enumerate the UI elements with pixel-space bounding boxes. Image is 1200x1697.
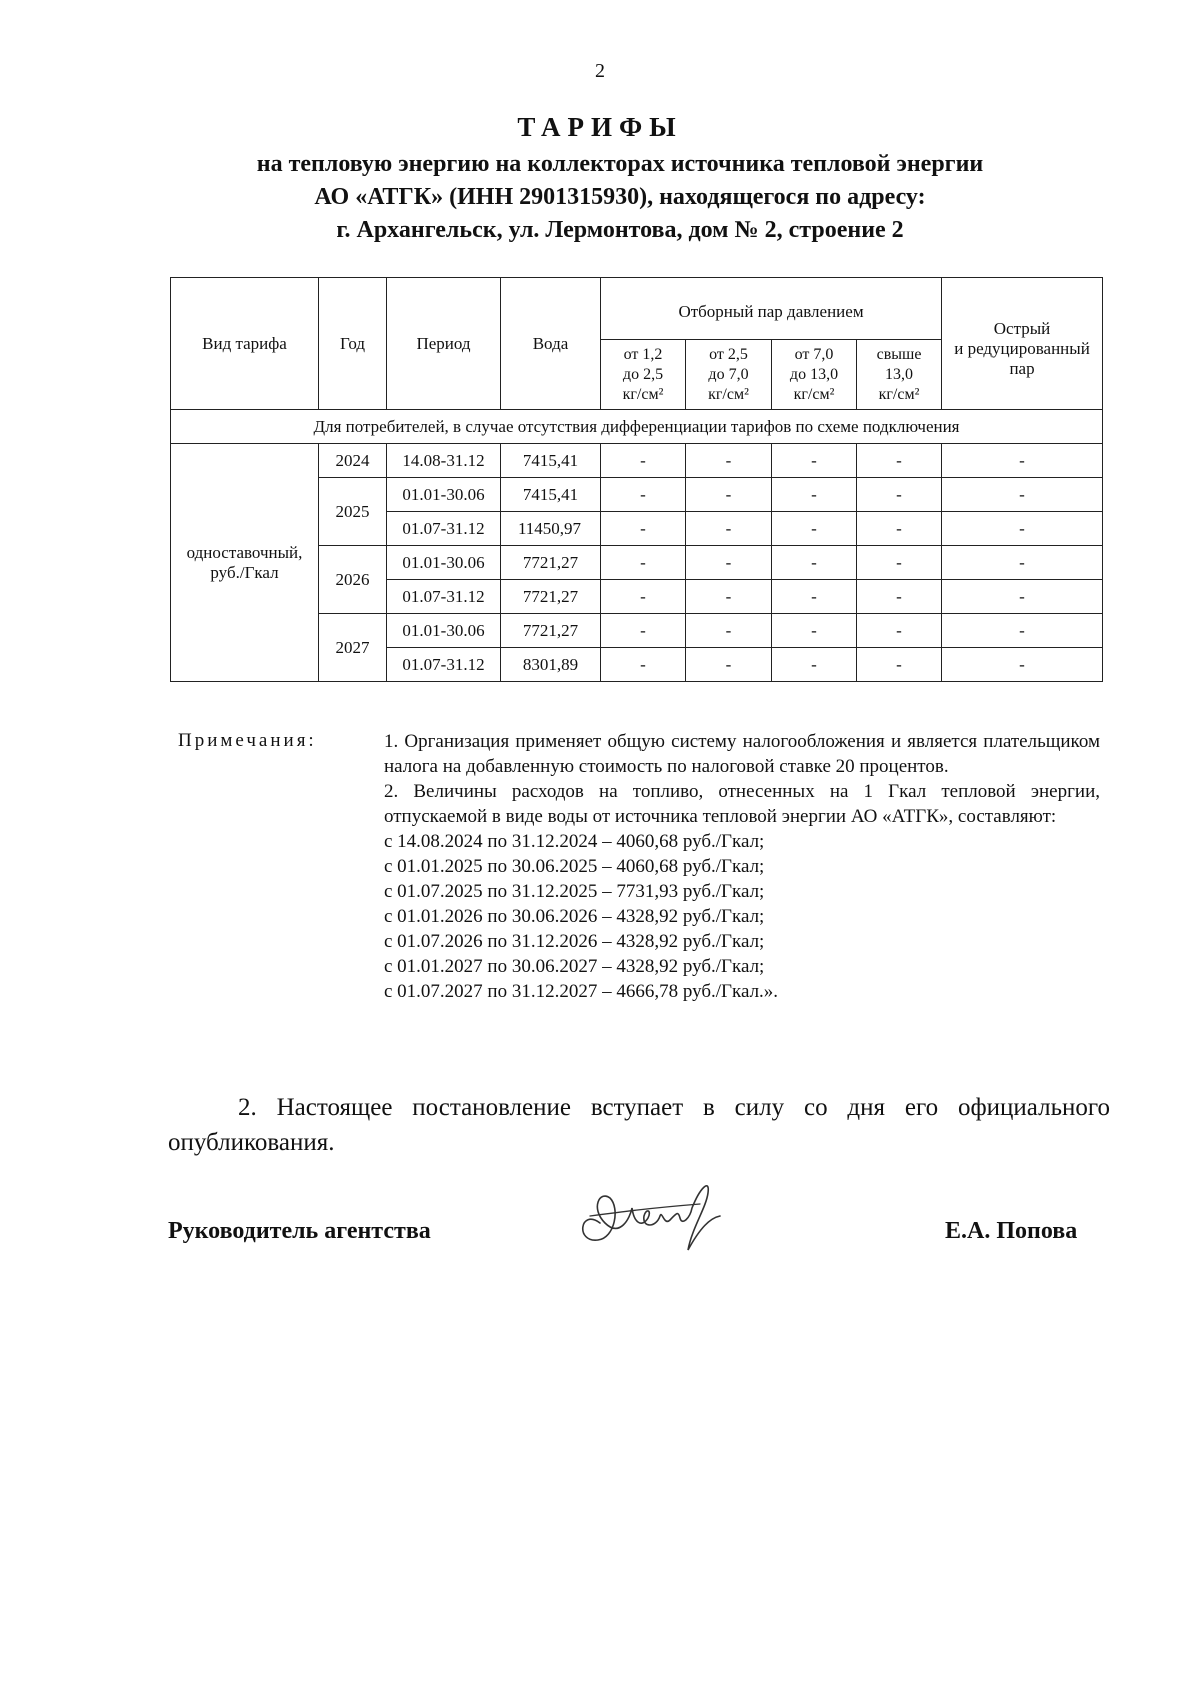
tariff-table <box>170 277 1103 682</box>
fuel-cost-line: с 14.08.2024 по 31.12.2024 – 4060,68 руб./Гкал; <box>384 831 765 852</box>
steam-cell: - <box>601 614 686 648</box>
steam-cell: - <box>772 648 857 682</box>
subtitle-line: на тепловую энергию на коллекторах источника тепловой энергии <box>256 151 984 177</box>
steam-cell: - <box>772 444 857 478</box>
water-cell: 11450,97 <box>501 512 601 546</box>
steam-cell: - <box>772 580 857 614</box>
header-line: до 2,5 <box>622 365 664 383</box>
period-cell: 01.01-30.06 <box>387 614 501 648</box>
header-steam-4 <box>857 340 942 410</box>
signatory-name: Е.А. Попова <box>945 1218 1078 1244</box>
header-sharp-steam <box>942 278 1103 410</box>
sharp-cell: - <box>942 546 1103 580</box>
fuel-cost-line: с 01.01.2026 по 30.06.2026 – 4328,92 руб./Гкал; <box>384 906 765 927</box>
header-line: 13,0 <box>885 365 913 383</box>
tariff-label-line: руб./Гкал <box>210 562 279 582</box>
header-line: кг/см² <box>878 385 920 403</box>
steam-cell: - <box>772 512 857 546</box>
steam-cell: - <box>601 546 686 580</box>
header-steam-2 <box>686 340 772 410</box>
header-water: Вода <box>501 278 601 410</box>
water-cell: 7721,27 <box>501 614 601 648</box>
water-cell: 7721,27 <box>501 580 601 614</box>
steam-cell: - <box>857 478 942 512</box>
sharp-cell: - <box>942 444 1103 478</box>
steam-cell: - <box>686 546 772 580</box>
period-cell: 14.08-31.12 <box>387 444 501 478</box>
note-2: 2. Величины расходов на топливо, отнесенных на 1 Гкал тепловой энергии, отпускаемой в виде воды от источника тепловой энергии АО «АТГК», составляют: <box>384 781 1100 827</box>
steam-cell: - <box>857 546 942 580</box>
steam-cell: - <box>857 648 942 682</box>
year-cell: 2027 <box>319 614 387 682</box>
header-line: от 2,5 <box>709 345 748 363</box>
period-cell: 01.07-31.12 <box>387 512 501 546</box>
subtitle-line: АО «АТГК» (ИНН 2901315930), находящегося по адресу: <box>314 184 926 210</box>
header-line: кг/см² <box>622 385 664 403</box>
year-cell: 2025 <box>319 478 387 546</box>
page-number: 2 <box>595 60 605 82</box>
document-title: ТАРИФЫ <box>517 112 683 142</box>
subtitle-line: г. Архангельск, ул. Лермонтова, дом № 2, строение 2 <box>336 217 904 243</box>
header-line: от 1,2 <box>623 345 663 363</box>
year-cell: 2024 <box>319 444 387 478</box>
notes-label: Примечания: <box>178 730 317 751</box>
header-line: до 13,0 <box>789 365 839 383</box>
steam-cell: - <box>686 648 772 682</box>
steam-cell: - <box>601 512 686 546</box>
steam-cell: - <box>686 478 772 512</box>
sharp-cell: - <box>942 614 1103 648</box>
steam-cell: - <box>601 648 686 682</box>
header-steam-3 <box>772 340 857 410</box>
header-line: свыше <box>876 345 922 363</box>
steam-cell: - <box>686 444 772 478</box>
header-sharp-line: пар <box>1009 358 1035 378</box>
steam-cell: - <box>772 614 857 648</box>
header-year: Год <box>319 278 387 410</box>
steam-cell: - <box>857 444 942 478</box>
tariff-label <box>171 444 319 682</box>
fuel-cost-line: с 01.01.2027 по 30.06.2027 – 4328,92 руб./Гкал; <box>384 956 765 977</box>
notes-block <box>384 729 1100 1004</box>
steam-cell: - <box>601 580 686 614</box>
header-sharp-line: Острый <box>993 318 1051 338</box>
fuel-cost-line: с 01.07.2027 по 31.12.2027 – 4666,78 руб./Гкал.». <box>384 981 779 1002</box>
year-cell: 2026 <box>319 546 387 614</box>
decree-paragraph: 2. Настоящее постановление вступает в силу со дня его официального опубликования. <box>168 1094 1110 1156</box>
header-period: Период <box>387 278 501 410</box>
steam-cell: - <box>686 580 772 614</box>
handwritten-signature <box>560 1168 740 1268</box>
header-steam-1 <box>601 340 686 410</box>
header-line: от 7,0 <box>794 345 834 363</box>
fuel-cost-line: с 01.01.2025 по 30.06.2025 – 4060,68 руб./Гкал; <box>384 856 765 877</box>
sharp-cell: - <box>942 478 1103 512</box>
water-cell: 7415,41 <box>501 478 601 512</box>
sharp-cell: - <box>942 580 1103 614</box>
header-line: до 7,0 <box>708 365 749 383</box>
note-1: 1. Организация применяет общую систему налогообложения и является плательщиком налога на добавленную стоимость по налоговой ставке 20 процентов. <box>384 731 1100 777</box>
steam-cell: - <box>857 614 942 648</box>
period-cell: 01.01-30.06 <box>387 478 501 512</box>
sharp-cell: - <box>942 512 1103 546</box>
period-cell: 01.07-31.12 <box>387 648 501 682</box>
header-sharp-line: и редуцированный <box>954 338 1090 358</box>
steam-cell: - <box>772 478 857 512</box>
fuel-cost-line: с 01.07.2026 по 31.12.2026 – 4328,92 руб./Гкал; <box>384 931 765 952</box>
header-tariff-type: Вид тарифа <box>171 278 319 410</box>
water-cell: 7721,27 <box>501 546 601 580</box>
group-note: Для потребителей, в случае отсутствия дифференциации тарифов по схеме подключения <box>171 410 1103 444</box>
header-line: кг/см² <box>708 385 749 403</box>
water-cell: 7415,41 <box>501 444 601 478</box>
document-subtitle <box>180 148 1060 247</box>
table-row <box>171 444 1103 478</box>
header-line: кг/см² <box>793 385 835 403</box>
fuel-cost-line: с 01.07.2025 по 31.12.2025 – 7731,93 руб./Гкал; <box>384 881 765 902</box>
steam-cell: - <box>686 512 772 546</box>
signatory-position: Руководитель агентства <box>168 1218 431 1244</box>
steam-cell: - <box>601 478 686 512</box>
period-cell: 01.01-30.06 <box>387 546 501 580</box>
header-steam-group: Отборный пар давлением <box>601 278 942 340</box>
steam-cell: - <box>772 546 857 580</box>
steam-cell: - <box>857 512 942 546</box>
steam-cell: - <box>857 580 942 614</box>
water-cell: 8301,89 <box>501 648 601 682</box>
period-cell: 01.07-31.12 <box>387 580 501 614</box>
steam-cell: - <box>601 444 686 478</box>
steam-cell: - <box>686 614 772 648</box>
sharp-cell: - <box>942 648 1103 682</box>
tariff-label-line: одноставочный, <box>186 542 303 562</box>
